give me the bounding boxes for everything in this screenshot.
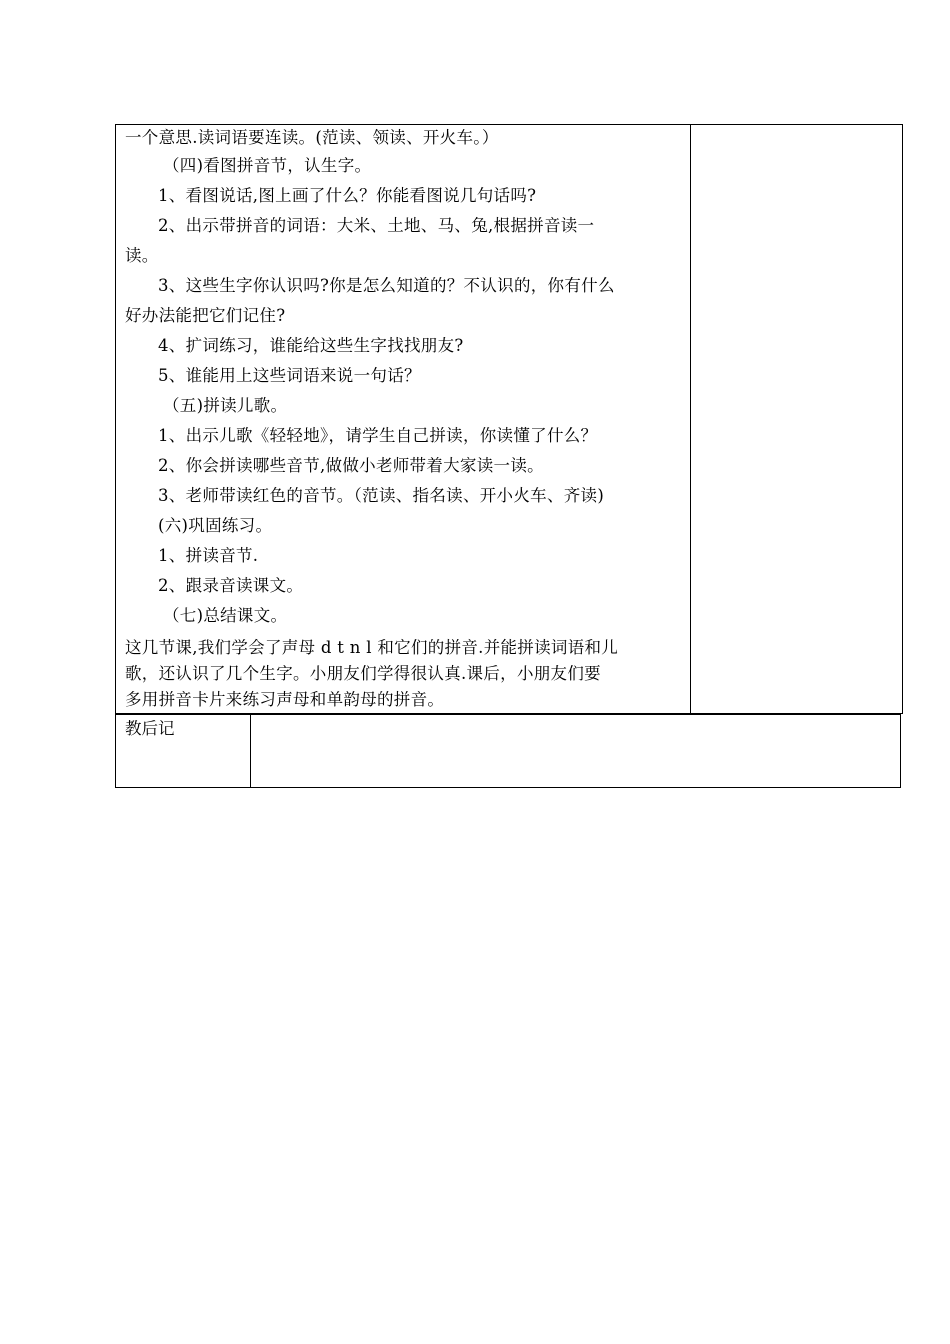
text-line: 1、出示儿歌《轻轻地》，请学生自己拼读，你读懂了什么？ [158,426,598,445]
text-line: 2、出示带拼音的词语：大米、土地、马、兔,根据拼音读一 [158,216,595,235]
summary-paragraph [125,635,682,713]
text-line: 1、看图说话,图上画了什么？你能看图说几句话吗? [158,186,537,205]
after-class-notes-row [116,715,901,788]
after-class-notes-label-cell [116,715,251,788]
text-line: 3、这些生字你认识吗?你是怎么知道的？不认识的，你有什么 [158,276,615,295]
summary-line: 歌，还认识了几个生字。小朋友们学得很认真.课后，小朋友们要 [125,664,601,683]
text-line: 好办法能把它们记住? [125,306,286,325]
summary-line: 这几节课,我们学会了声母 d t n l 和它们的拼音.并能拼读词语和儿 [125,638,619,657]
lesson-steps-cell [116,125,691,714]
text-line: 2、跟录音读课文。 [158,576,304,595]
section-heading: (六)巩固练习。 [158,516,273,535]
section-heading: （四)看图拼音节，认生字。 [163,156,372,175]
section-heading: （五)拼读儿歌。 [163,396,288,415]
after-class-notes-label: 教后记 [125,719,175,738]
text-line: 2、你会拼读哪些音节,做做小老师带着大家读一读。 [158,456,544,475]
text-line: 一个意思.读词语要连读。(范读、领读、开火车。） [125,128,499,147]
text-line: 3、老师带读红色的音节。（范读、指名读、开小火车、齐读) [158,486,605,505]
text-line: 读。 [125,246,159,265]
summary-line: 多用拼音卡片来练习声母和单韵母的拼音。 [125,690,445,709]
after-class-notes-content-cell [251,715,901,788]
text-line: 5、谁能用上这些词语来说一句话？ [158,366,421,385]
section-heading: （七)总结课文。 [163,606,288,625]
notes-side-cell [691,125,903,714]
text-line: 4、扩词练习，谁能给这些生字找找朋友? [158,336,464,355]
lesson-plan-table [115,124,903,714]
text-line: 1、拼读音节. [158,546,259,565]
after-class-notes-table [115,714,901,788]
lesson-content-row [116,125,903,714]
